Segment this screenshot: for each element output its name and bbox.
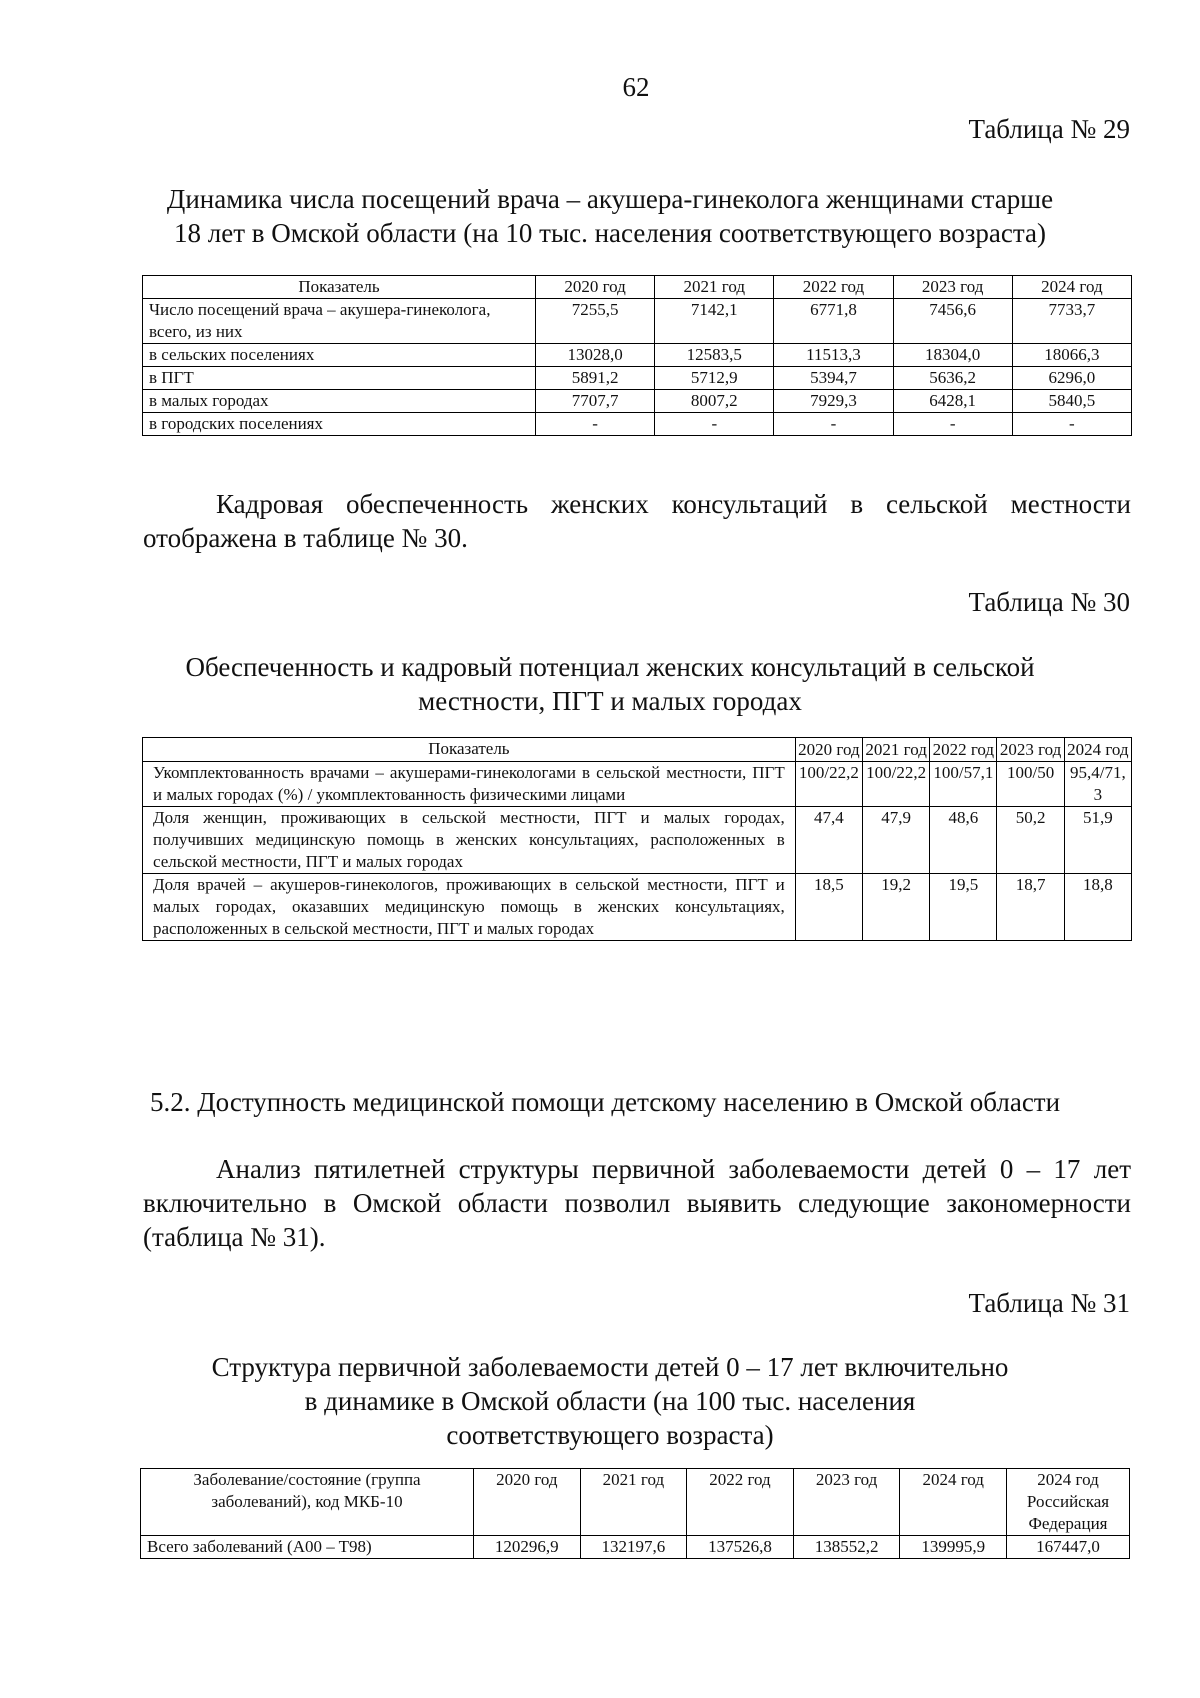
- row-label: Доля женщин, проживающих в сельской местности, ПГТ и малых городах, получивших медицинскую помощь в женских консультациях, расположенных в сельской местности, ПГТ и малых городах: [143, 807, 796, 874]
- table-row: [143, 390, 1132, 413]
- cell-value: 7142,1: [655, 299, 774, 344]
- cell-value: 51,9: [1064, 807, 1131, 874]
- cell-value: 137526,8: [687, 1536, 794, 1559]
- cell-value: 13028,0: [536, 344, 655, 367]
- cell-value: 6771,8: [774, 299, 893, 344]
- table-30-title-line: местности, ПГТ и малых городах: [418, 686, 802, 716]
- paragraph-analysis: [143, 1152, 1131, 1254]
- table-29-number: Таблица № 29: [968, 114, 1130, 144]
- row-label: Доля врачей – акушеров-гинекологов, проживающих в сельской местности, ПГТ и малых городах, оказавших медицинскую помощь в женских консультациях, расположенных в сельской местности, ПГТ и малых городах: [143, 874, 796, 941]
- cell-value: 7255,5: [536, 299, 655, 344]
- column-header: 2023 год: [893, 276, 1012, 299]
- cell-value: 7456,6: [893, 299, 1012, 344]
- table-row: [143, 367, 1132, 390]
- table-29-title-line: 18 лет в Омской области (на 10 тыс. населения соответствующего возраста): [173, 218, 1046, 248]
- section-heading: 5.2. Доступность медицинской помощи детскому населению в Омской области: [150, 1087, 1061, 1117]
- table-row: [143, 344, 1132, 367]
- paragraph-line: включительно в Омской области позволил выявить следующие закономерности: [143, 1188, 1131, 1218]
- table-header-row: [143, 738, 1132, 762]
- cell-value: -: [774, 413, 893, 436]
- cell-value: 95,4/71,3: [1064, 762, 1131, 807]
- table-31-number: Таблица № 31: [968, 1288, 1130, 1318]
- column-header: 2024 год: [900, 1469, 1007, 1536]
- table-row: [143, 874, 1132, 941]
- cell-value: 5394,7: [774, 367, 893, 390]
- column-header: 2022 год: [687, 1469, 794, 1536]
- paragraph-line: Анализ пятилетней структуры первичной заболеваемости детей 0 – 17 лет: [216, 1154, 1131, 1184]
- column-header: Показатель: [143, 276, 536, 299]
- cell-value: -: [536, 413, 655, 436]
- cell-value: 6428,1: [893, 390, 1012, 413]
- column-header: 2021 год: [580, 1469, 687, 1536]
- cell-value: 19,5: [930, 874, 997, 941]
- column-header: 2021 год: [655, 276, 774, 299]
- cell-value: 47,9: [863, 807, 930, 874]
- column-header: 2023 год: [997, 738, 1064, 762]
- table-31-title-line: соответствующего возраста): [446, 1420, 774, 1450]
- table-29-title: [130, 182, 1090, 250]
- row-label: Укомплектованность врачами – акушерами-гинекологами в сельской местности, ПГТ и малых городах (%) / укомплектованность физическими лицами: [143, 762, 796, 807]
- table-30-number: Таблица № 30: [968, 587, 1130, 617]
- column-header: 2020 год: [536, 276, 655, 299]
- row-label: в сельских поселениях: [143, 344, 536, 367]
- column-header: 2023 год: [793, 1469, 900, 1536]
- cell-value: 167447,0: [1007, 1536, 1130, 1559]
- column-header: 2020 год: [474, 1469, 581, 1536]
- cell-value: 7929,3: [774, 390, 893, 413]
- column-header: 2022 год: [774, 276, 893, 299]
- cell-value: 18066,3: [1012, 344, 1131, 367]
- paragraph-line: Кадровая обеспеченность женских консультаций в сельской местности: [216, 489, 1131, 519]
- paragraph-line: (таблица № 31).: [143, 1222, 326, 1252]
- table-29: [142, 275, 1132, 436]
- cell-value: 7707,7: [536, 390, 655, 413]
- column-header: Показатель: [143, 738, 796, 762]
- table-header-row: [143, 276, 1132, 299]
- cell-value: 18,7: [997, 874, 1064, 941]
- cell-value: 18,5: [795, 874, 862, 941]
- column-header: 2024 год: [1012, 276, 1131, 299]
- cell-value: 47,4: [795, 807, 862, 874]
- table-row: [143, 413, 1132, 436]
- column-header: 2022 год: [930, 738, 997, 762]
- table-31: [140, 1468, 1130, 1559]
- paragraph-line: отображена в таблице № 30.: [143, 523, 468, 553]
- table-row: [143, 299, 1132, 344]
- cell-value: 18304,0: [893, 344, 1012, 367]
- row-label: в ПГТ: [143, 367, 536, 390]
- column-header: Заболевание/состояние (группа заболеваний), код МКБ-10: [141, 1469, 474, 1536]
- page-number: 62: [622, 72, 650, 102]
- row-label: в малых городах: [143, 390, 536, 413]
- cell-value: 120296,9: [474, 1536, 581, 1559]
- cell-value: 19,2: [863, 874, 930, 941]
- cell-value: 5712,9: [655, 367, 774, 390]
- table-31-title: [130, 1350, 1090, 1452]
- cell-value: 7733,7: [1012, 299, 1131, 344]
- table-31-title-line: Структура первичной заболеваемости детей 0 – 17 лет включительно: [211, 1352, 1009, 1382]
- cell-value: -: [893, 413, 1012, 436]
- cell-value: 100/50: [997, 762, 1064, 807]
- cell-value: 12583,5: [655, 344, 774, 367]
- table-row: [143, 762, 1132, 807]
- cell-value: -: [1012, 413, 1131, 436]
- table-30-title-line: Обеспеченность и кадровый потенциал женских консультаций в сельской: [185, 652, 1035, 682]
- table-30: [142, 737, 1132, 941]
- column-header: 2024 год Российская Федерация: [1007, 1469, 1130, 1536]
- cell-value: 138552,2: [793, 1536, 900, 1559]
- cell-value: 11513,3: [774, 344, 893, 367]
- row-label: в городских поселениях: [143, 413, 536, 436]
- cell-value: 5891,2: [536, 367, 655, 390]
- cell-value: 100/57,1: [930, 762, 997, 807]
- cell-value: 48,6: [930, 807, 997, 874]
- table-31-title-line: в динамике в Омской области (на 100 тыс. населения: [304, 1386, 916, 1416]
- table-row: [143, 807, 1132, 874]
- row-label: Число посещений врача – акушера-гинеколога, всего, из них: [143, 299, 536, 344]
- table-row: [141, 1536, 1130, 1559]
- row-label: Всего заболеваний (A00 – T98): [141, 1536, 474, 1559]
- cell-value: 100/22,2: [795, 762, 862, 807]
- table-29-title-line: Динамика числа посещений врача – акушера-гинеколога женщинами старше: [166, 184, 1054, 214]
- column-header: 2020 год: [795, 738, 862, 762]
- cell-value: 132197,6: [580, 1536, 687, 1559]
- cell-value: 5636,2: [893, 367, 1012, 390]
- cell-value: 6296,0: [1012, 367, 1131, 390]
- cell-value: 18,8: [1064, 874, 1131, 941]
- cell-value: 5840,5: [1012, 390, 1131, 413]
- cell-value: 8007,2: [655, 390, 774, 413]
- paragraph-staffing: [143, 487, 1131, 555]
- column-header: 2021 год: [863, 738, 930, 762]
- column-header: 2024 год: [1064, 738, 1131, 762]
- cell-value: -: [655, 413, 774, 436]
- cell-value: 50,2: [997, 807, 1064, 874]
- cell-value: 139995,9: [900, 1536, 1007, 1559]
- table-30-title: [130, 650, 1090, 718]
- table-header-row: [141, 1469, 1130, 1536]
- cell-value: 100/22,2: [863, 762, 930, 807]
